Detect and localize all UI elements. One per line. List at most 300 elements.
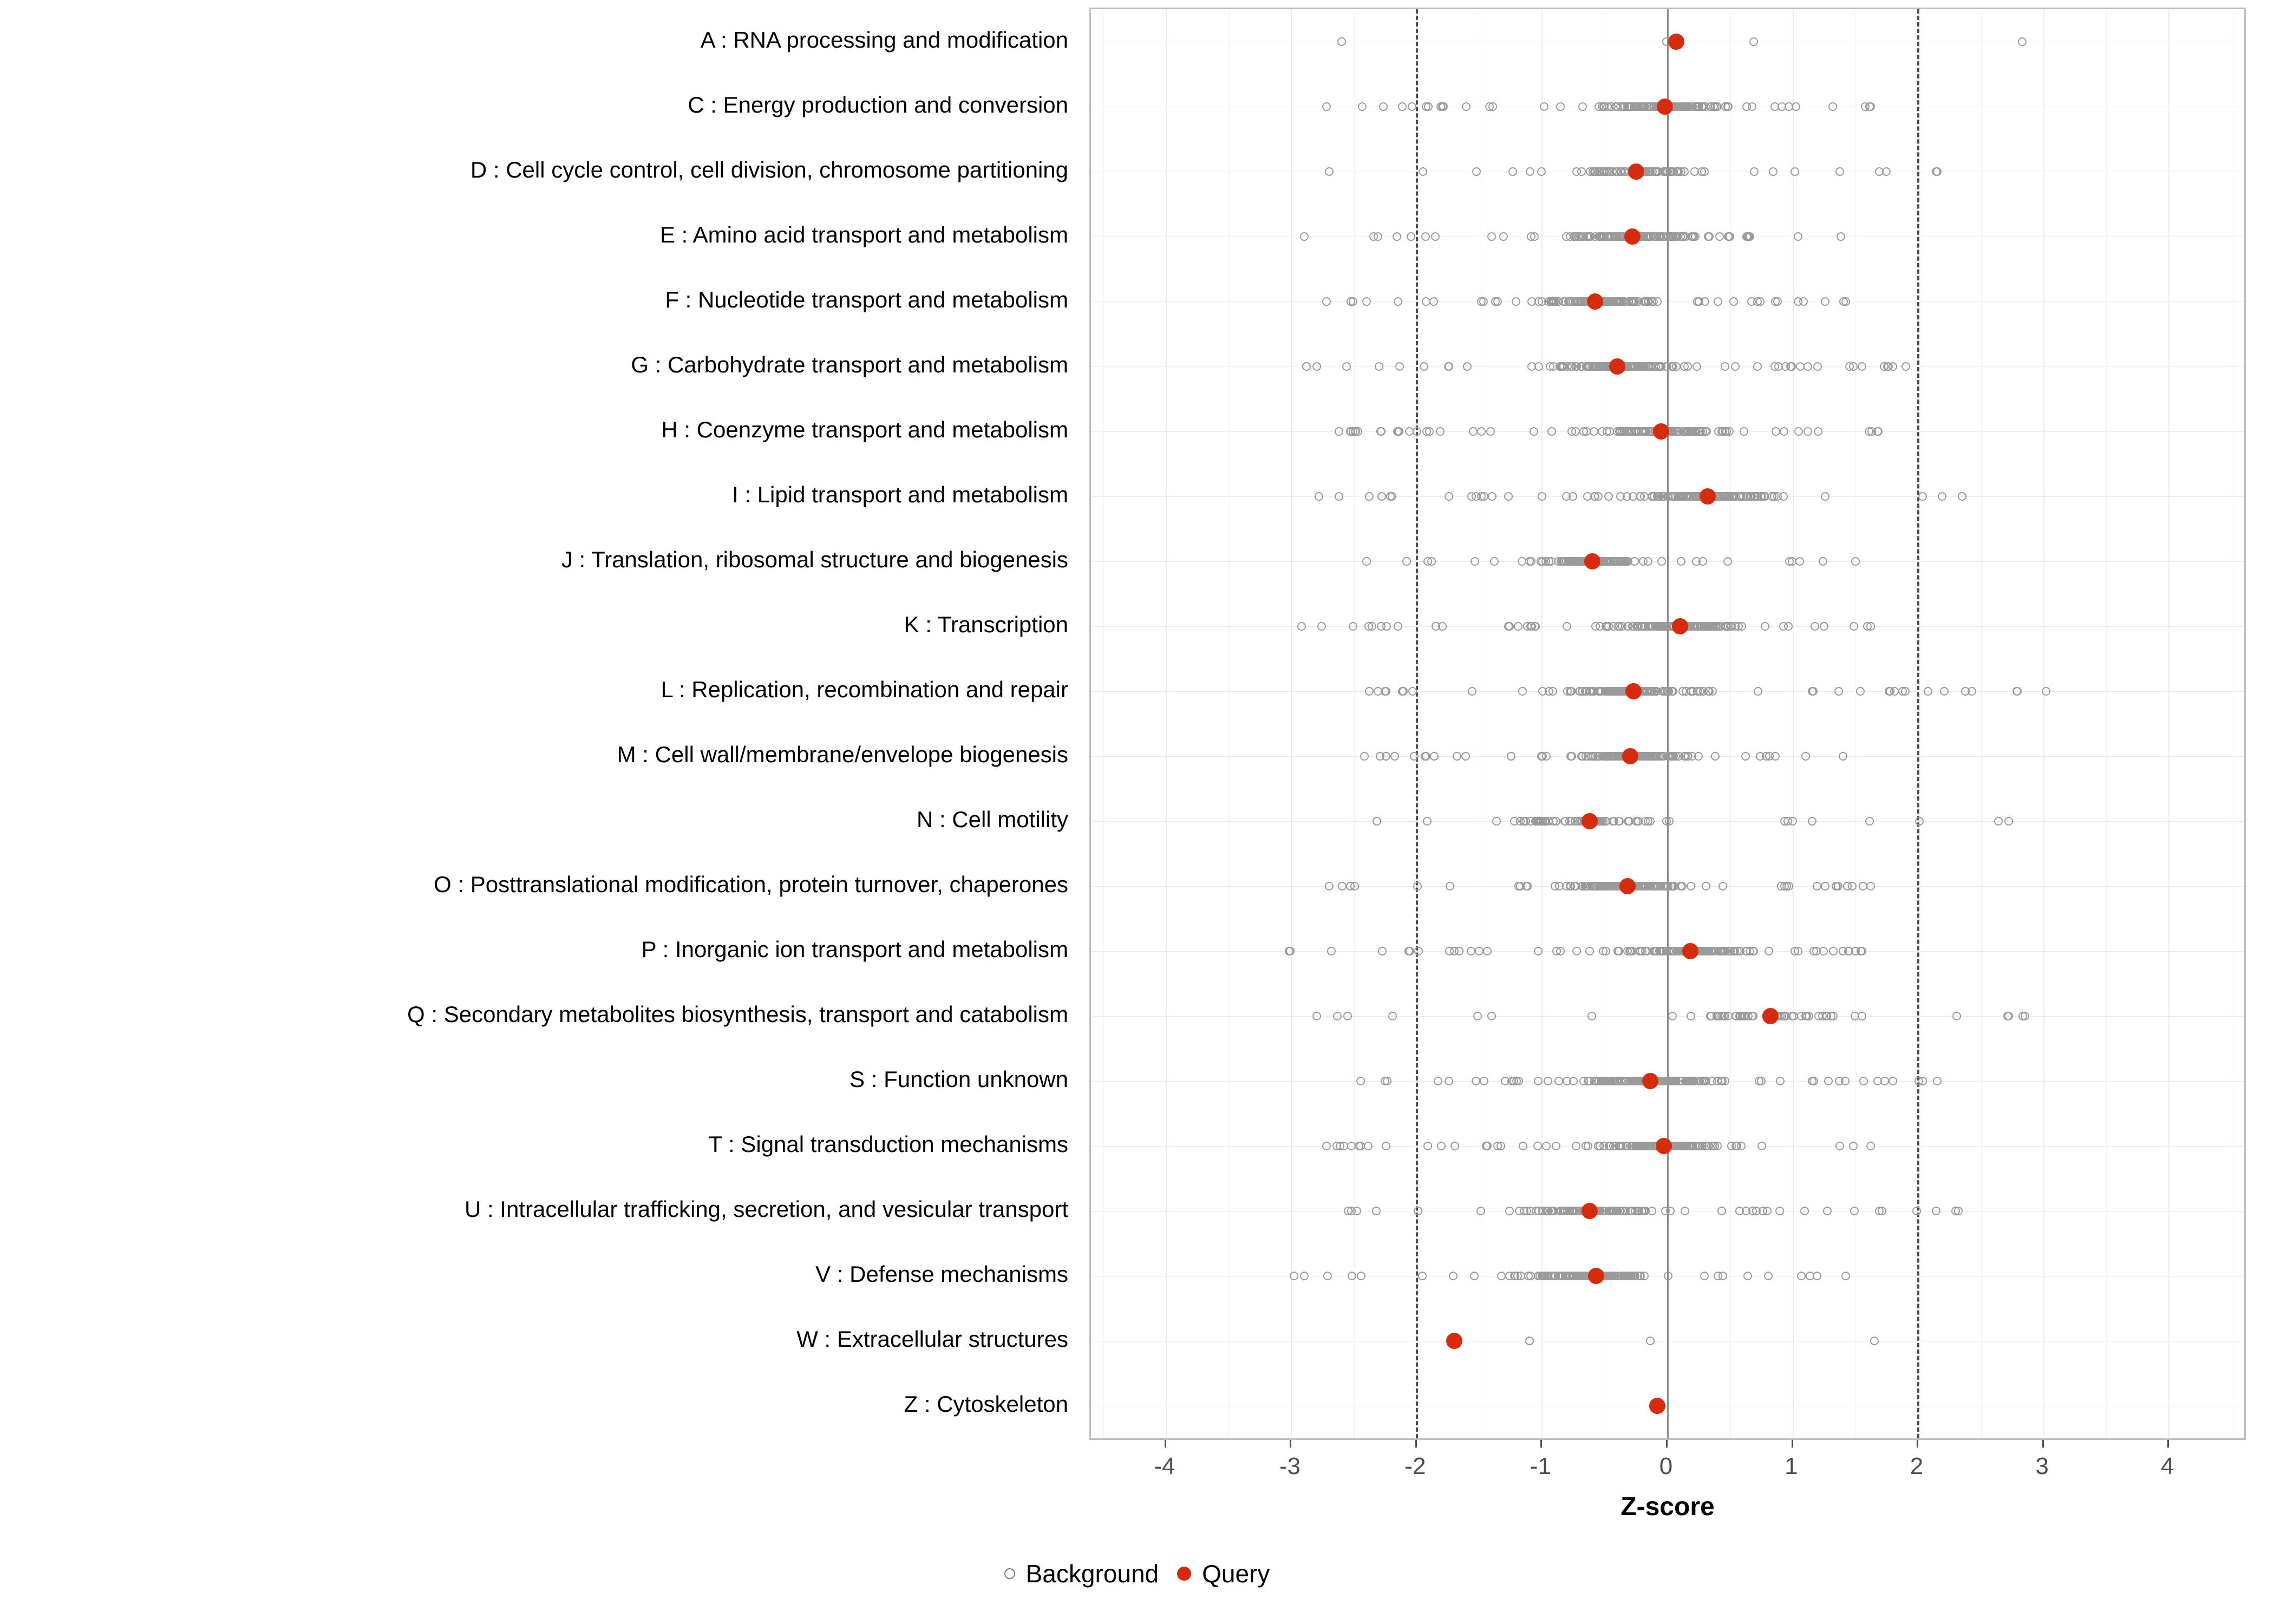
x-axis-tick — [2042, 1440, 2044, 1448]
background-point — [1700, 1272, 1709, 1280]
background-point — [1609, 1272, 1618, 1280]
background-point — [1765, 752, 1774, 761]
background-point — [1429, 297, 1438, 306]
background-point — [1585, 362, 1593, 371]
background-point — [1646, 1337, 1655, 1345]
background-point — [1549, 362, 1558, 371]
background-point — [1446, 882, 1454, 890]
x-axis-tick-label: -1 — [1530, 1453, 1552, 1479]
background-point — [1582, 752, 1590, 761]
background-point — [1527, 297, 1536, 306]
background-point — [1851, 557, 1860, 566]
background-point — [2042, 687, 2050, 696]
background-point — [1680, 362, 1689, 371]
category-label: C : Energy production and conversion — [688, 92, 1068, 117]
background-point — [1344, 1207, 1352, 1215]
background-point — [1761, 622, 1769, 631]
background-point — [1476, 1207, 1485, 1215]
query-point — [1582, 813, 1598, 829]
background-point — [1527, 622, 1536, 631]
background-point — [1889, 1077, 1897, 1085]
background-point — [1870, 1337, 1879, 1345]
background-point — [1850, 1207, 1859, 1215]
category-label: H : Coenzyme transport and metabolism — [661, 417, 1068, 442]
query-point — [1649, 1398, 1665, 1414]
background-point — [1883, 362, 1892, 371]
background-point — [1360, 752, 1369, 761]
background-point — [1577, 167, 1586, 176]
background-point — [1315, 492, 1323, 501]
background-point — [1756, 752, 1765, 761]
background-point — [1507, 752, 1515, 761]
category-label: O : Posttranslational modification, protein turnover, chaperones — [434, 872, 1068, 897]
query-point — [1682, 943, 1698, 959]
query-point — [1672, 618, 1688, 634]
background-point — [1405, 427, 1414, 436]
background-point — [1789, 1012, 1798, 1020]
background-point — [1510, 1272, 1519, 1280]
background-point — [1866, 1142, 1875, 1150]
background-point — [1630, 557, 1639, 566]
background-point — [1518, 557, 1526, 566]
background-point — [1668, 1012, 1677, 1020]
background-point — [1544, 1207, 1552, 1215]
gridline-minor — [1354, 9, 1355, 1438]
background-point — [1578, 102, 1587, 111]
background-point — [1741, 752, 1750, 761]
background-point — [1420, 362, 1428, 371]
background-point — [1493, 297, 1502, 306]
category-label: L : Replication, recombination and repair — [661, 677, 1068, 702]
background-point — [1537, 752, 1546, 761]
background-point — [1874, 427, 1883, 436]
background-point — [1713, 102, 1721, 111]
background-point — [1865, 427, 1873, 436]
background-point — [1372, 1207, 1381, 1215]
background-point — [1873, 1077, 1882, 1085]
background-point — [2004, 1012, 2013, 1020]
background-point — [1749, 37, 1758, 46]
category-label: S : Function unknown — [850, 1066, 1068, 1092]
background-point — [1419, 167, 1427, 176]
background-point — [1866, 102, 1875, 111]
background-point — [1596, 622, 1604, 631]
query-point — [1446, 1333, 1462, 1349]
background-point — [1587, 1012, 1596, 1020]
background-point — [1290, 1272, 1298, 1280]
background-point — [1655, 362, 1664, 371]
background-point — [1362, 557, 1371, 566]
query-point — [1657, 99, 1673, 115]
background-point — [1471, 557, 1479, 566]
background-point — [1394, 297, 1402, 306]
background-point — [1813, 882, 1821, 890]
background-point — [1527, 557, 1535, 566]
background-point — [1689, 492, 1698, 501]
x-axis-tick — [1792, 1440, 1793, 1448]
background-point — [1423, 1142, 1432, 1150]
background-point — [1542, 1142, 1551, 1150]
background-point — [1742, 102, 1751, 111]
category-axis-labels — [0, 0, 1080, 1440]
background-point — [1933, 167, 1942, 176]
background-point — [1414, 1207, 1422, 1215]
background-point — [1352, 1207, 1361, 1215]
background-point — [1333, 1012, 1342, 1020]
background-point — [1620, 102, 1629, 111]
background-point — [1572, 947, 1581, 955]
background-point — [1337, 37, 1346, 46]
background-point — [1507, 1077, 1516, 1085]
background-point — [1566, 297, 1575, 306]
query-point — [1587, 293, 1603, 310]
background-point — [1552, 1142, 1560, 1150]
background-point — [1629, 622, 1638, 631]
background-point — [1569, 1077, 1578, 1085]
background-point — [1882, 167, 1891, 176]
background-point — [1689, 1077, 1697, 1085]
background-point — [1519, 1142, 1527, 1150]
background-point — [1477, 427, 1486, 436]
background-point — [1629, 492, 1637, 501]
query-point — [1619, 878, 1636, 894]
background-point — [1483, 1142, 1492, 1150]
background-point — [1702, 882, 1710, 890]
background-point — [1750, 167, 1759, 176]
legend-label-background: Background — [1025, 1560, 1159, 1588]
background-point — [1746, 232, 1754, 241]
background-point — [1525, 1337, 1534, 1345]
category-label: K : Transcription — [904, 612, 1068, 637]
category-label: M : Cell wall/membrane/envelope biogenesis — [617, 742, 1068, 767]
reference-line-0 — [1667, 9, 1669, 1438]
background-point — [1848, 882, 1857, 890]
background-point — [1312, 1012, 1321, 1020]
category-label: F : Nucleotide transport and metabolism — [665, 287, 1068, 312]
background-point — [1504, 622, 1513, 631]
background-point — [1565, 817, 1574, 826]
background-point — [1639, 557, 1648, 566]
background-point — [1698, 557, 1707, 566]
background-point — [1348, 1272, 1356, 1280]
background-point — [1438, 622, 1447, 631]
background-point — [1322, 1142, 1331, 1150]
background-point — [1335, 492, 1343, 501]
background-point — [1630, 362, 1638, 371]
background-point — [1413, 882, 1422, 890]
background-point — [1545, 687, 1553, 696]
background-point — [1835, 167, 1844, 176]
background-point — [1393, 232, 1401, 241]
background-point — [1530, 232, 1539, 241]
category-label: J : Translation, ribosomal structure and biogenesis — [561, 547, 1068, 572]
background-point — [1421, 232, 1430, 241]
background-point — [1554, 1077, 1563, 1085]
background-point — [1602, 817, 1610, 826]
background-point — [1682, 687, 1690, 696]
background-point — [1776, 1077, 1785, 1085]
reference-line-2 — [1917, 9, 1919, 1438]
background-point — [1467, 492, 1476, 501]
x-axis-tick-label: 3 — [2035, 1453, 2049, 1479]
background-point — [1627, 297, 1636, 306]
background-point — [1325, 167, 1334, 176]
background-point — [1398, 687, 1407, 696]
x-axis-tick-label: 4 — [2160, 1453, 2174, 1479]
category-label: Q : Secondary metabolites biosynthesis, transport and catabolism — [407, 1001, 1068, 1027]
background-point — [1534, 1077, 1543, 1085]
background-point — [1504, 492, 1513, 501]
legend-item-query — [1177, 1559, 1270, 1588]
background-point — [1792, 102, 1800, 111]
background-point — [1626, 1272, 1635, 1280]
background-point — [1737, 622, 1746, 631]
background-point — [1393, 427, 1402, 436]
background-point — [1645, 427, 1654, 436]
background-point — [1487, 1012, 1496, 1020]
background-point — [1514, 622, 1522, 631]
background-point — [1585, 947, 1594, 955]
background-point — [1671, 492, 1680, 501]
category-label: N : Cell motility — [916, 807, 1068, 832]
background-point — [1780, 1012, 1789, 1020]
background-point — [1938, 492, 1946, 501]
background-point — [1467, 947, 1475, 955]
background-point — [1680, 492, 1688, 501]
category-label: A : RNA processing and modification — [700, 27, 1068, 53]
background-point — [1841, 297, 1850, 306]
background-point — [1508, 167, 1517, 176]
background-point — [1422, 297, 1430, 306]
background-point — [1780, 817, 1789, 826]
x-axis-tick — [1165, 1440, 1166, 1448]
background-point — [1713, 1077, 1722, 1085]
background-point — [1711, 752, 1720, 761]
background-point — [1418, 1272, 1427, 1280]
background-point — [1414, 947, 1423, 955]
background-point — [1811, 622, 1819, 631]
x-axis-tick-label: 1 — [1785, 1453, 1798, 1479]
query-point — [1625, 683, 1642, 699]
background-point — [1613, 427, 1622, 436]
gridline-minor — [1855, 9, 1856, 1438]
background-point — [1480, 1077, 1488, 1085]
background-point — [1821, 492, 1829, 501]
background-point — [1806, 1272, 1814, 1280]
background-point — [1828, 102, 1837, 111]
background-point — [1463, 362, 1472, 371]
background-point — [1477, 297, 1486, 306]
background-point — [1335, 427, 1343, 436]
background-point — [1774, 362, 1783, 371]
background-point — [1714, 1272, 1722, 1280]
background-point — [1763, 1207, 1772, 1215]
background-point — [1968, 687, 1976, 696]
background-point — [1850, 622, 1858, 631]
query-point — [1588, 1268, 1604, 1284]
background-point — [1552, 947, 1561, 955]
background-point — [1547, 427, 1556, 436]
background-point — [1835, 1142, 1844, 1150]
background-point — [1812, 947, 1821, 955]
category-label: W : Extracellular structures — [796, 1326, 1068, 1352]
background-point — [1342, 362, 1351, 371]
background-point — [1648, 297, 1656, 306]
background-point — [1602, 947, 1610, 955]
background-point — [1461, 752, 1470, 761]
background-point — [1594, 687, 1603, 696]
background-point — [1803, 427, 1812, 436]
query-point — [1628, 163, 1644, 180]
background-point — [1437, 1142, 1446, 1150]
background-point — [1410, 752, 1419, 761]
background-point — [1841, 1272, 1850, 1280]
background-point — [1590, 427, 1598, 436]
background-point — [1788, 557, 1796, 566]
category-label: V : Defense mechanisms — [815, 1261, 1068, 1287]
background-point — [1805, 1012, 1813, 1020]
background-point — [1453, 752, 1461, 761]
background-point — [1427, 557, 1436, 566]
x-axis-tick-label: 0 — [1659, 1453, 1673, 1479]
background-point — [1490, 557, 1499, 566]
background-point — [1799, 297, 1808, 306]
background-point — [1300, 1272, 1309, 1280]
background-point — [1954, 1207, 1963, 1215]
x-axis-tick — [1540, 1440, 1542, 1448]
background-point — [1780, 882, 1789, 890]
background-point — [1514, 882, 1523, 890]
background-point — [2021, 1012, 2029, 1020]
background-point — [1747, 492, 1756, 501]
background-point — [1615, 817, 1624, 826]
background-point — [1599, 232, 1608, 241]
background-point — [1715, 232, 1724, 241]
background-point — [1717, 1012, 1726, 1020]
background-point — [1475, 947, 1484, 955]
background-point — [1602, 557, 1611, 566]
background-point — [1527, 362, 1536, 371]
background-point — [1801, 752, 1810, 761]
reference-line--2 — [1416, 9, 1418, 1438]
background-point — [1349, 427, 1357, 436]
background-point — [1820, 622, 1828, 631]
background-point — [1317, 622, 1326, 631]
background-point — [1778, 102, 1786, 111]
background-point — [1512, 297, 1520, 306]
background-point — [1526, 1272, 1535, 1280]
background-point — [1373, 817, 1381, 826]
background-point — [1731, 362, 1740, 371]
background-point — [1665, 817, 1674, 826]
background-point — [1659, 882, 1668, 890]
background-point — [1349, 297, 1357, 306]
background-point — [1379, 102, 1388, 111]
background-point — [1779, 622, 1788, 631]
background-point — [1858, 1012, 1866, 1020]
background-point — [1866, 882, 1875, 890]
background-point — [1595, 1077, 1603, 1085]
background-point — [1765, 947, 1773, 955]
background-point — [1753, 297, 1762, 306]
background-point — [1680, 427, 1689, 436]
background-point — [1600, 102, 1609, 111]
query-point — [1656, 1138, 1672, 1154]
background-point — [1757, 1142, 1766, 1150]
background-point — [1407, 232, 1415, 241]
background-point — [1485, 102, 1494, 111]
query-point — [1582, 1203, 1598, 1219]
background-point — [1858, 947, 1866, 955]
background-point — [1725, 427, 1734, 436]
background-point — [1398, 102, 1407, 111]
background-point — [1787, 362, 1796, 371]
background-point — [1788, 817, 1797, 826]
background-point — [1492, 817, 1501, 826]
background-point — [1808, 817, 1816, 826]
background-point — [1483, 947, 1492, 955]
background-point — [1557, 1207, 1566, 1215]
background-point — [1829, 947, 1838, 955]
background-point — [1562, 492, 1571, 501]
x-axis-tick — [1917, 1440, 1918, 1448]
background-point — [1378, 947, 1387, 955]
background-point — [1468, 687, 1476, 696]
plot-panel — [1089, 8, 2246, 1440]
background-point — [1544, 817, 1553, 826]
gridline-minor — [1981, 9, 1982, 1438]
background-point — [1704, 687, 1713, 696]
background-point — [1462, 102, 1471, 111]
background-point — [1538, 492, 1546, 501]
chart-legend — [0, 1559, 2274, 1588]
background-point — [1866, 622, 1875, 631]
background-point — [1772, 427, 1780, 436]
x-axis-tick-label: -4 — [1154, 1453, 1175, 1479]
background-point — [1845, 362, 1854, 371]
background-point — [1470, 1272, 1479, 1280]
background-point — [1582, 1142, 1590, 1150]
query-point — [1700, 488, 1716, 505]
background-point — [1395, 362, 1404, 371]
query-point — [1624, 228, 1641, 245]
background-point — [1819, 557, 1827, 566]
gridline-major — [1291, 9, 1292, 1438]
background-point — [1558, 557, 1567, 566]
background-point — [1628, 427, 1636, 436]
background-point — [1581, 687, 1590, 696]
background-point — [1696, 427, 1705, 436]
background-point — [2018, 37, 2027, 46]
background-point — [1376, 427, 1385, 436]
background-point — [1544, 1077, 1552, 1085]
background-point — [1952, 1012, 1961, 1020]
background-point — [1390, 752, 1399, 761]
background-point — [1821, 882, 1829, 890]
background-point — [1573, 557, 1582, 566]
background-point — [1377, 492, 1386, 501]
x-axis-tick — [1415, 1440, 1417, 1448]
background-point — [1809, 1077, 1818, 1085]
background-point — [1994, 817, 2003, 826]
background-point — [1584, 1077, 1592, 1085]
background-point — [1322, 297, 1331, 306]
background-point — [1912, 1207, 1921, 1215]
background-point — [1643, 752, 1651, 761]
category-label: I : Lipid transport and metabolism — [732, 482, 1068, 507]
background-point — [1856, 687, 1865, 696]
background-point — [1434, 1077, 1442, 1085]
